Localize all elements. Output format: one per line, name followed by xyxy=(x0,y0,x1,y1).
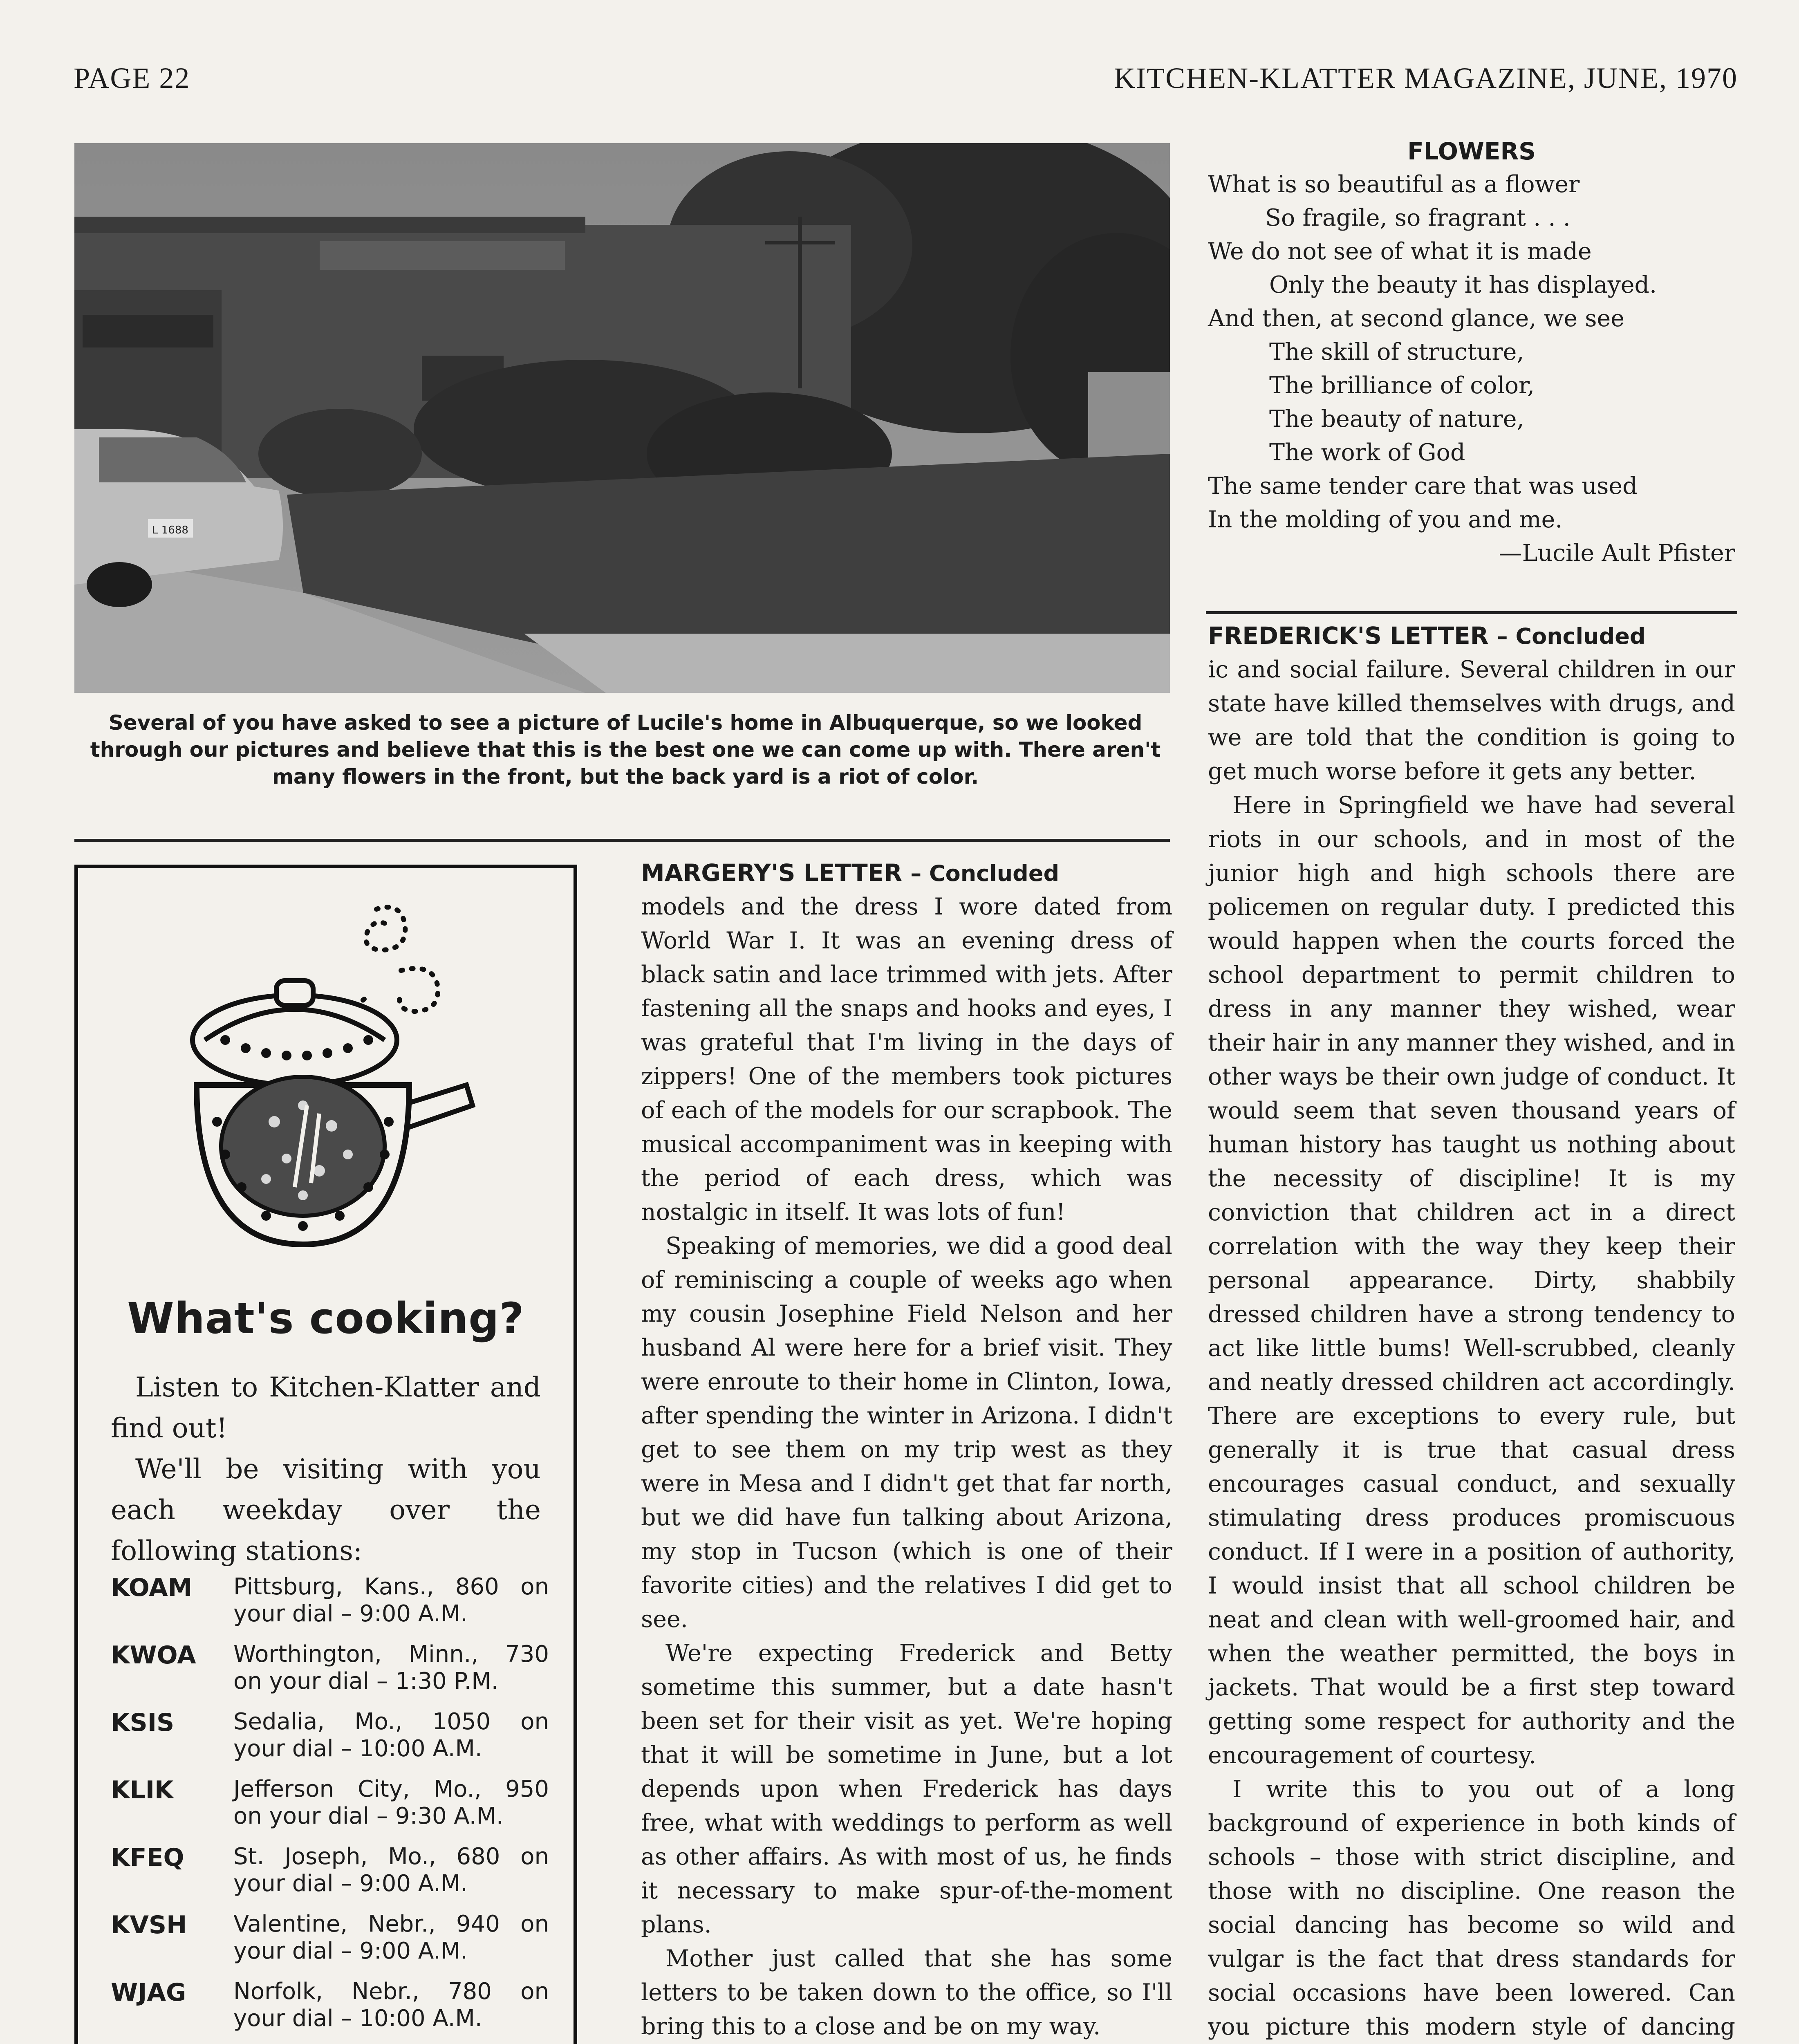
margerys-letter-title xyxy=(641,856,1172,890)
station-location: St. Joseph, Mo., 680 on xyxy=(233,1843,549,1870)
divider-above-frederick xyxy=(1206,611,1737,614)
station-time: your dial – 9:00 A.M. xyxy=(233,1938,468,1964)
station-entry xyxy=(111,1978,549,2044)
paragraph: Here in Springfield we have had several riots in our schools, and in most of the junior high and high schools there are policemen on regular duty. I predicted this would happen when the courts forced the school department to permit children to dress in any manner they wished, wear their hair in any manner they wished, and in other ways be their own judge of conduct. It would seem that seven thousand years of human history has taught us nothing about the necessity of discipline! It is my conviction that children act in a direct correlation with the way they keep their personal appearance. Dirty, shabbily dressed children have a strong tendency to act like little bums! Well-scrubbed, cleanly and neatly dressed children act accordingly. There are exceptions to every rule, but generally it is true that casual dress encourages casual conduct, and sexually stimulating dress produces promiscuous conduct. If I were in a position of authority, I would insist that all school children be neat and clean with well-groomed hair, and when the weather permitted, the boys in jackets. That would be a first step toward getting some respect for authority and the encouragement of courtesy. xyxy=(1208,792,1735,1769)
fredericks-letter-title xyxy=(1208,619,1735,653)
station-call-sign: WJAG xyxy=(111,1978,186,2007)
poem-line: And then, at second glance, we see xyxy=(1208,305,1624,332)
station-location: Pittsburg, Kans., 860 on xyxy=(233,1573,549,1600)
station-entry xyxy=(111,1708,549,1776)
fredericks-letter xyxy=(1208,619,1735,2044)
station-location: Valentine, Nebr., 940 on xyxy=(233,1911,549,1937)
whats-cooking-ad xyxy=(74,865,577,2044)
house-photo xyxy=(74,143,1170,693)
station-entry xyxy=(111,1641,549,1708)
ad-intro-line: We'll be visiting with you each weekday over the following stations: xyxy=(111,1453,541,1567)
station-time: your dial – 9:00 A.M. xyxy=(233,1870,468,1897)
cooking-pot-illustration xyxy=(172,893,483,1277)
station-call-sign: KLIK xyxy=(111,1776,174,1804)
cooking-pot-icon xyxy=(172,893,483,1277)
paragraph: Speaking of memories, we did a good deal of reminiscing a couple of weeks ago when my cousin Josephine Field Nelson and her husband Al were here for a brief visit. They were enroute to their home in Clinton, Iowa, after spending the winter in Arizona. I didn't get to see them on my trip west as they were in Mesa and I didn't get that far north, but we did have fun talking about Arizona, my stop in Tucson (which is one of their favorite cities) and the relatives I did get to see. xyxy=(641,1233,1172,1633)
poem-line: The skill of structure, xyxy=(1269,338,1524,365)
poem-line: So fragile, so fragrant . . . xyxy=(1265,204,1570,231)
station-entry xyxy=(111,1843,549,1911)
divider-below-caption xyxy=(74,839,1170,842)
flowers-poem xyxy=(1208,135,1735,570)
page-header xyxy=(74,61,1738,98)
poem-line: We do not see of what it is made xyxy=(1208,238,1592,265)
ad-intro xyxy=(111,1367,541,1571)
station-time: your dial – 10:00 A.M. xyxy=(233,2005,482,2032)
ad-headline: What's cooking? xyxy=(127,1293,524,1343)
paragraph: Mother just called that she has some letters to be taken down to the office, so I'll bring this to a close and be on my way. xyxy=(641,1945,1172,2040)
poem-author: —Lucile Ault Pfister xyxy=(1499,540,1735,567)
station-location: Worthington, Minn., 730 xyxy=(233,1641,549,1667)
license-plate: L 1688 xyxy=(152,524,188,536)
photo-caption: Several of you have asked to see a picture of Lucile's home in Albuquerque, so we looked through our pictures and believe that this is the best one we can come up with. There aren't many flowers in the front, but the back yard is a riot of color. xyxy=(90,711,1161,789)
station-entry xyxy=(111,1573,549,1641)
station-time: your dial – 10:00 A.M. xyxy=(233,1735,482,1762)
station-call-sign: KSIS xyxy=(111,1708,175,1737)
poem-line: The beauty of nature, xyxy=(1269,406,1524,433)
poem-line: The work of God xyxy=(1269,439,1465,466)
station-call-sign: KOAM xyxy=(111,1573,193,1602)
poem-line: In the molding of you and me. xyxy=(1208,506,1563,533)
masthead: KITCHEN-KLATTER MAGAZINE, JUNE, 1970 xyxy=(1114,62,1738,94)
poem-line: The brilliance of color, xyxy=(1269,372,1535,399)
poem-line: Only the beauty it has displayed. xyxy=(1269,271,1657,298)
station-call-sign: KVSH xyxy=(111,1911,187,1939)
station-call-sign: KFEQ xyxy=(111,1843,184,1872)
station-call-sign: KWOA xyxy=(111,1641,196,1670)
house-photo-illustration xyxy=(74,143,1170,693)
poem-line: What is so beautiful as a flower xyxy=(1208,171,1580,198)
title-text: FREDERICK'S LETTER xyxy=(1208,622,1489,650)
station-entry xyxy=(111,1911,549,1978)
flowers-lines xyxy=(1208,168,1735,570)
poem-line: The same tender care that was used xyxy=(1208,473,1638,500)
station-location: Norfolk, Nebr., 780 on xyxy=(233,1978,549,2005)
station-time: on your dial – 9:30 A.M. xyxy=(233,1803,504,1829)
station-location: Jefferson City, Mo., 950 xyxy=(233,1776,549,1802)
title-tail: – Concluded xyxy=(1497,623,1646,649)
station-time: your dial – 9:00 A.M. xyxy=(233,1600,468,1627)
page-number: PAGE 22 xyxy=(74,62,190,94)
title-text: MARGERY'S LETTER xyxy=(641,859,903,887)
flowers-title: FLOWERS xyxy=(1407,137,1536,165)
paragraph: I write this to you out of a long background of experience in both kinds of schools – those with strict discipline, and those with no discipline. One reason the social dancing has become so wild and vulgar is the fact that dress standards for social occasions have been lowered. Can you picture this modern style of dancing xyxy=(1208,1776,1735,2040)
margerys-letter xyxy=(641,856,1172,2044)
paragraph: We're expecting Frederick and Betty sometime this summer, but a date hasn't been set for their visit as yet. We're hoping that it will be sometime in June, but a lot depends upon when Frederick has days free, what with weddings to perform as well as other affairs. As with most of us, he finds it necessary to make spur-of-the-moment plans. xyxy=(641,1640,1172,1938)
station-time: on your dial – 1:30 P.M. xyxy=(233,1668,499,1694)
station-location: Sedalia, Mo., 1050 on xyxy=(233,1708,549,1735)
station-list xyxy=(111,1573,549,2044)
title-tail: – Concluded xyxy=(910,861,1060,886)
station-entry xyxy=(111,1776,549,1843)
ad-intro-line: Listen to Kitchen-Klatter and find out! xyxy=(111,1372,541,1444)
paragraph: models and the dress I wore dated from World War I. It was an evening dress of black satin and lace trimmed with jets. After fastening all the snaps and hooks and eyes, I was grateful that I'm living in the days of zippers! One of the members took pictures of each of the models for our scrapbook. The musical accompaniment was in keeping with the period of each dress, which was nostalgic in itself. It was lots of fun! xyxy=(641,893,1172,1226)
paragraph: ic and social failure. Several children in our state have killed themselves with drugs, and we are told that the condition is going to get much worse before it gets any better. xyxy=(1208,656,1735,785)
